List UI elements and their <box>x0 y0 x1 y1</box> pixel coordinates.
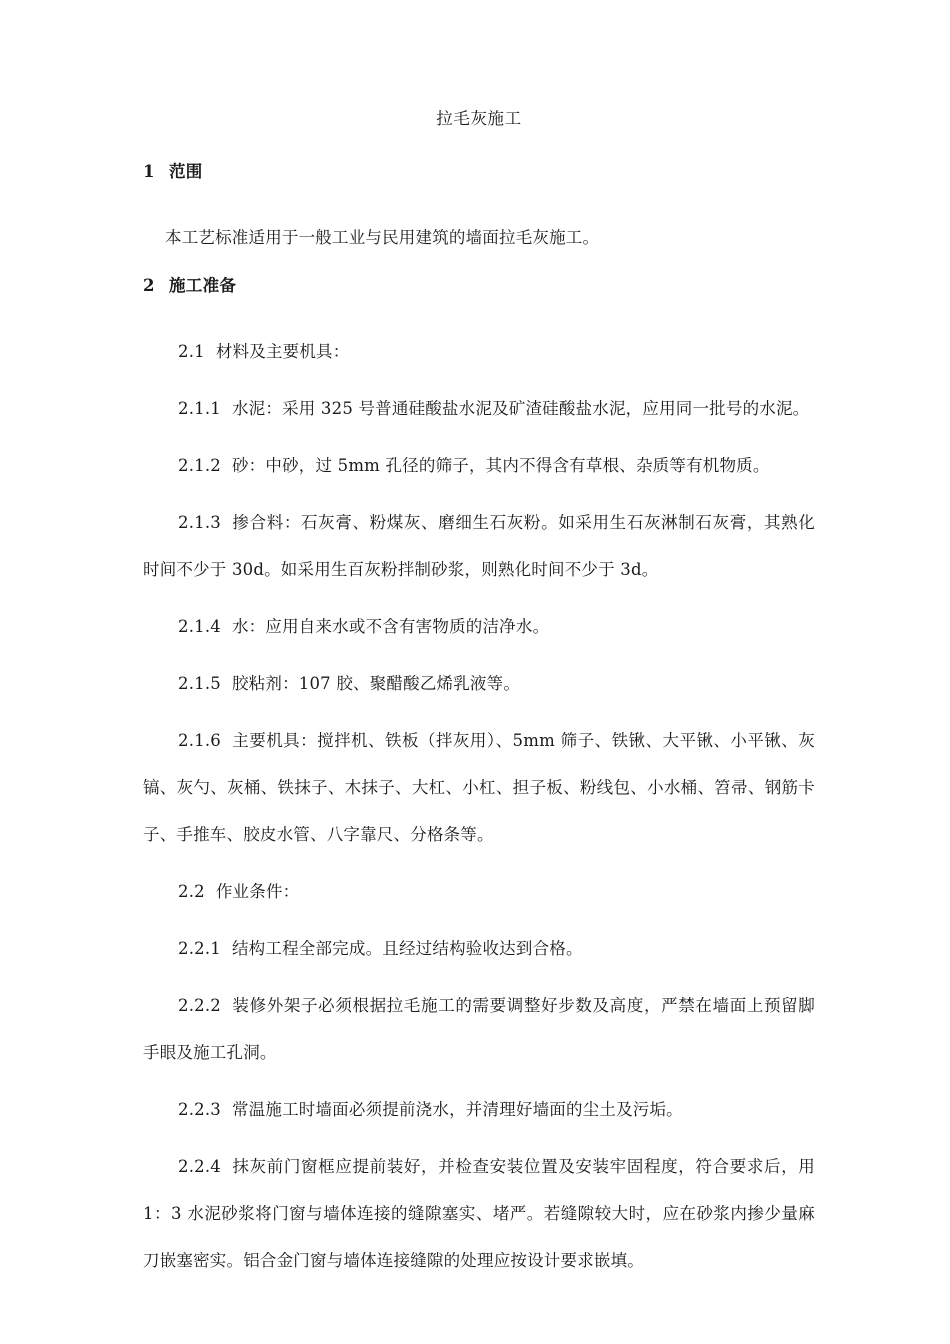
clause-2-1-4 <box>143 603 815 650</box>
section-number-1: 1 <box>143 162 155 181</box>
clause-number-2-1-1: 2.1.1 <box>178 399 221 418</box>
clause-number-2-1-5: 2.1.5 <box>178 674 221 693</box>
clause-text-2-2-2: 装修外架子必须根据拉毛施工的需要调整好步数及高度，严禁在墙面上预留脚手眼及施工孔洞。 <box>143 996 815 1062</box>
clause-2-1 <box>143 328 815 375</box>
clause-number-2-2: 2.2 <box>178 882 205 901</box>
clause-2-1-6 <box>143 717 815 858</box>
section-heading-1 <box>143 157 815 187</box>
clause-2-2-3 <box>143 1086 815 1133</box>
clause-2-1-5 <box>143 660 815 707</box>
clause-text-2-2-1: 结构工程全部完成。且经过结构验收达到合格。 <box>231 939 583 958</box>
clause-number-2-2-3: 2.2.3 <box>178 1100 221 1119</box>
clause-2-2-4 <box>143 1143 815 1284</box>
clause-number-2-2-2: 2.2.2 <box>178 996 221 1015</box>
clause-text-2-1-2: 砂：中砂，过 5mm 孔径的筛子，其内不得含有草根、杂质等有机物质。 <box>231 456 770 475</box>
clause-number-2-1: 2.1 <box>178 342 205 361</box>
clause-text-2-2: 作业条件： <box>215 882 300 901</box>
clause-number-2-2-4: 2.2.4 <box>178 1157 221 1176</box>
clause-text-2-1-1: 水泥：采用 325 号普通硅酸盐水泥及矿渣硅酸盐水泥，应用同一批号的水泥。 <box>231 399 810 418</box>
section-title-2: 施工准备 <box>169 276 237 295</box>
clause-text-2-1-4: 水：应用自来水或不含有害物质的洁净水。 <box>231 617 550 636</box>
clause-number-2-1-3: 2.1.3 <box>178 513 221 532</box>
clause-2-1-1 <box>143 385 815 432</box>
clause-2-2 <box>143 868 815 915</box>
clause-text-2-1-5: 胶粘剂：107 胶、聚醋酸乙烯乳液等。 <box>231 674 521 693</box>
clause-2-2-2 <box>143 982 815 1076</box>
clause-number-2-1-4: 2.1.4 <box>178 617 221 636</box>
clause-text-2-1-6: 主要机具：搅拌机、铁板（拌灰用）、5mm 筛子、铁锹、大平锹、小平锹、灰镐、灰勺、灰桶、铁抹子、木抹子、大杠、小杠、担子板、粉线包、小水桶、笤帚、钢筋卡子、手推车、胶皮水管、八字靠尺、分格条等。 <box>143 731 815 844</box>
clause-text-2-1: 材料及主要机具： <box>215 342 350 361</box>
clause-2-2-1 <box>143 925 815 972</box>
clause-number-2-1-2: 2.1.2 <box>178 456 221 475</box>
clause-text-2-2-3: 常温施工时墙面必须提前浇水，并清理好墙面的尘土及污垢。 <box>231 1100 683 1119</box>
clause-2-1-2 <box>143 442 815 489</box>
section-title-1: 范围 <box>169 162 203 181</box>
document-title: 拉毛灰施工 <box>436 109 522 128</box>
clause-2-1-3 <box>143 499 815 593</box>
section-heading-2 <box>143 271 815 301</box>
document-content <box>143 104 815 1294</box>
clause-text-2-2-4: 抹灰前门窗框应提前装好，并检查安装位置及安装牢固程度，符合要求后，用 1：3 水泥砂浆将门窗与墙体连接的缝隙塞实、堵严。若缝隙较大时，应在砂浆内掺少量麻刀嵌塞密实。铝合金门窗与墙体连接缝隙的处理应按设计要求嵌填。 <box>143 1157 815 1270</box>
clause-text-2-1-3: 掺合料：石灰膏、粉煤灰、磨细生石灰粉。如采用生石灰淋制石灰膏，其熟化时间不少于 30d。如采用生百灰粉拌制砂浆，则熟化时间不少于 3d。 <box>143 513 815 579</box>
clause-number-2-1-6: 2.1.6 <box>178 731 221 750</box>
section-number-2: 2 <box>143 276 155 295</box>
section-1-paragraph: 本工艺标准适用于一般工业与民用建筑的墙面拉毛灰施工。 <box>165 228 600 247</box>
clause-number-2-2-1: 2.2.1 <box>178 939 221 958</box>
